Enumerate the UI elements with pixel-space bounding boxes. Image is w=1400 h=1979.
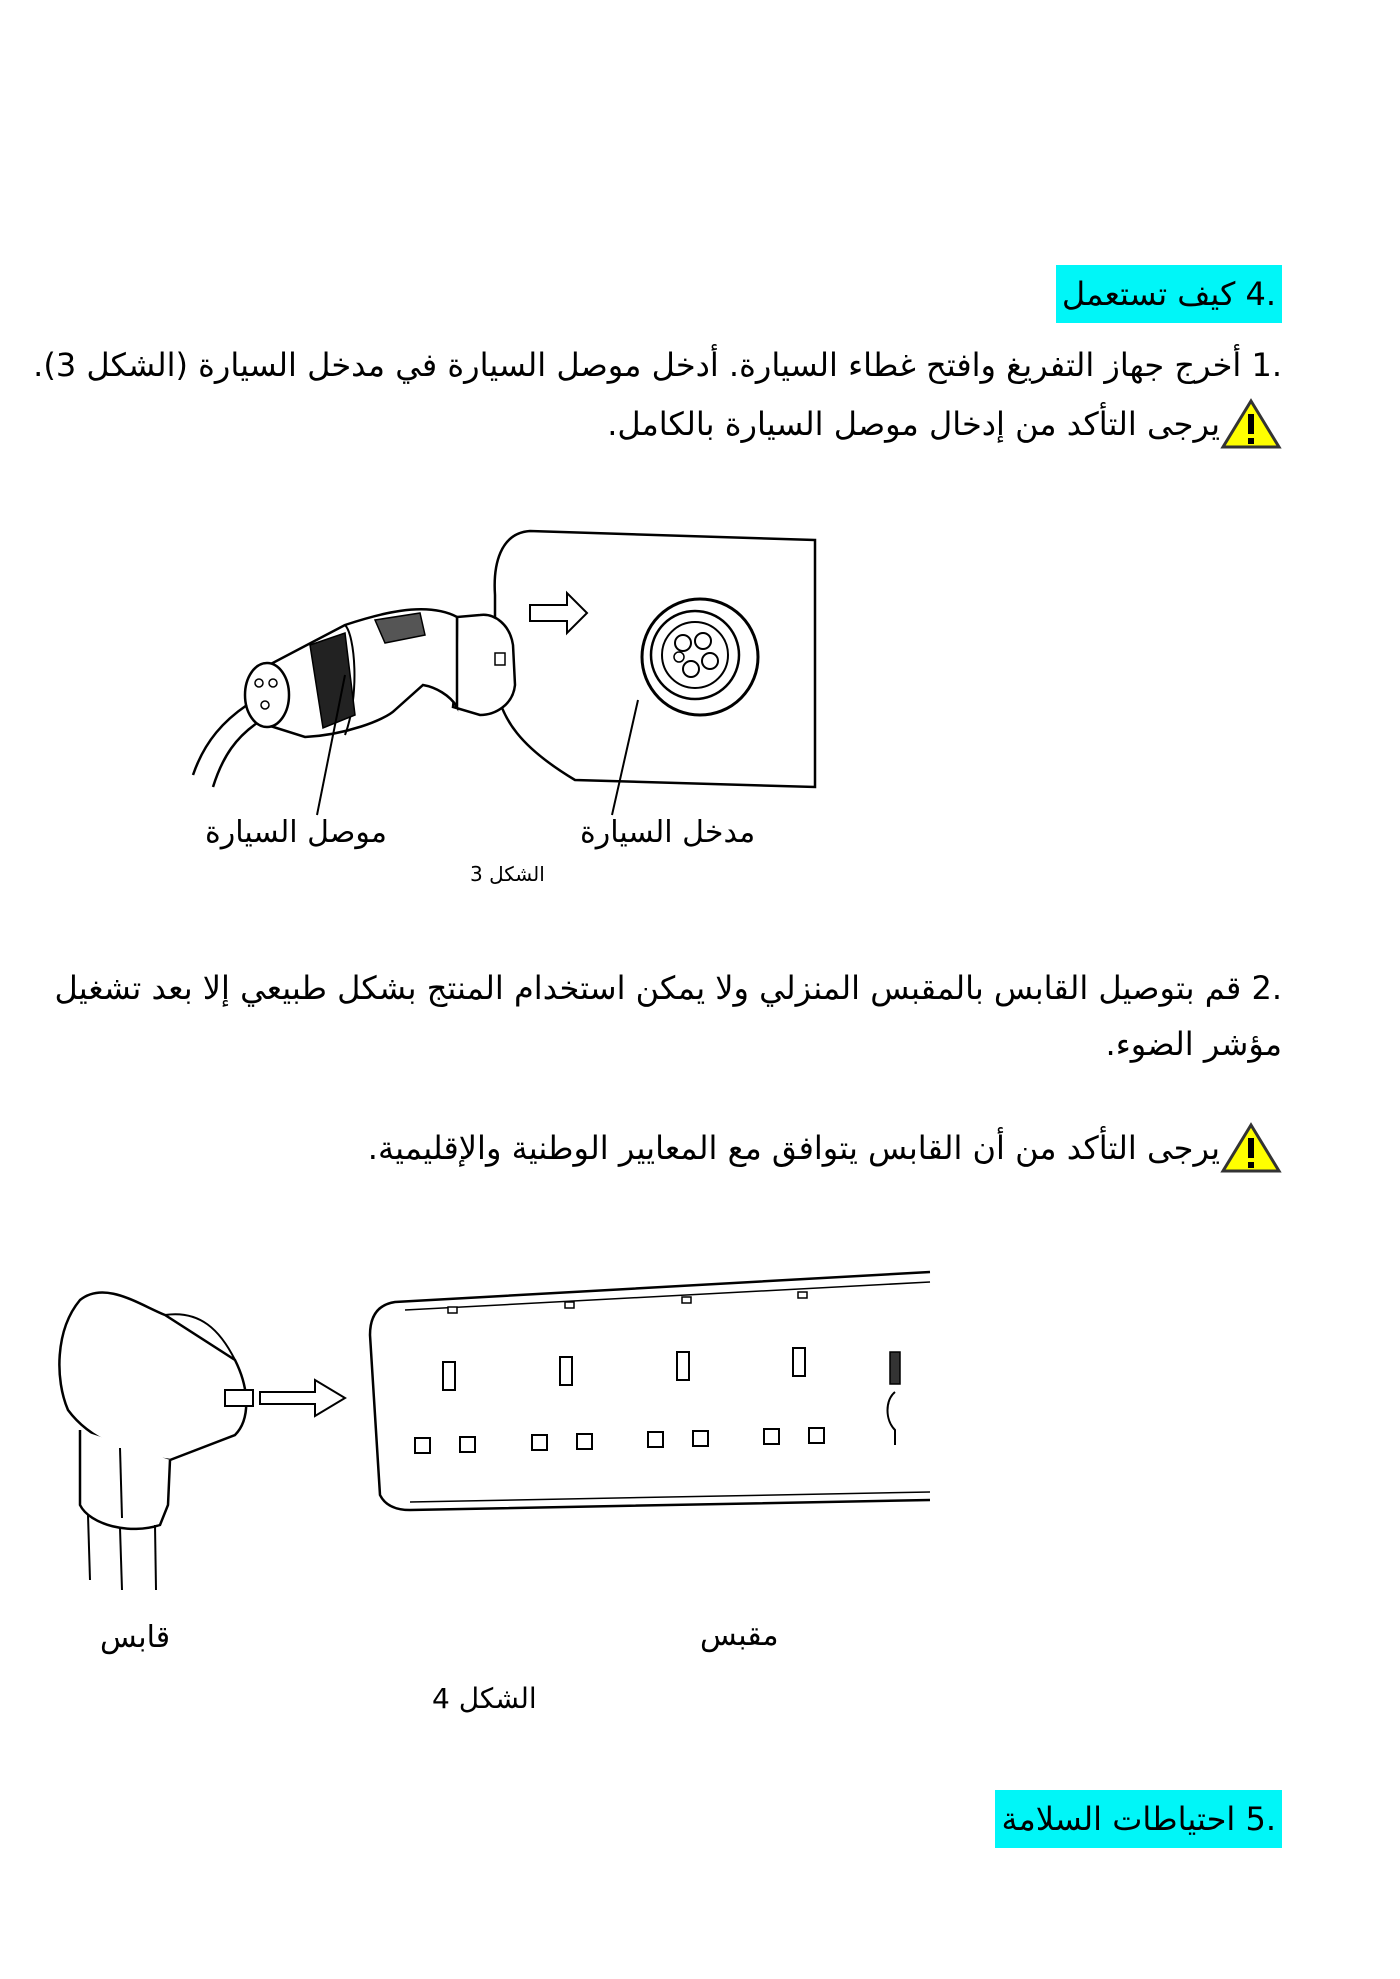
figure-3-drawing bbox=[195, 525, 815, 815]
warning-1-text: يرجى التأكد من إدخال موصل السيارة بالكامل. bbox=[607, 405, 1220, 443]
figure-3-label-inlet: مدخل السيارة bbox=[580, 815, 756, 850]
figure-3-caption: الشكل 3 bbox=[470, 862, 545, 886]
warning-triangle-icon bbox=[1220, 1122, 1282, 1174]
warning-1 bbox=[607, 398, 1282, 450]
figure-4-caption: الشكل 4 bbox=[432, 1682, 537, 1715]
step-1-text: .1 أخرج جهاز التفريغ وافتح غطاء السيارة. أدخل موصل السيارة في مدخل السيارة (الشكل 3). bbox=[33, 346, 1282, 384]
section-4-heading: .4 كيف تستعمل bbox=[1056, 265, 1282, 323]
figure-3-label-connector: موصل السيارة bbox=[205, 815, 387, 850]
figure-4-label-socket: مقبس bbox=[700, 1618, 779, 1653]
section-5-heading: .5 احتياطات السلامة bbox=[995, 1790, 1282, 1848]
step-2-text: .2 قم بتوصيل القابس بالمقبس المنزلي ولا يمكن استخدام المنتج بشكل طبيعي إلا بعد تشغيل مؤشر الضوء. bbox=[54, 969, 1282, 1063]
warning-2 bbox=[368, 1122, 1282, 1174]
figure-4-drawing bbox=[50, 1260, 930, 1590]
figure-4-label-plug: قابس bbox=[100, 1620, 171, 1655]
warning-2-text: يرجى التأكد من أن القابس يتوافق مع المعايير الوطنية والإقليمية. bbox=[367, 1129, 1220, 1167]
warning-triangle-icon bbox=[1220, 398, 1282, 450]
